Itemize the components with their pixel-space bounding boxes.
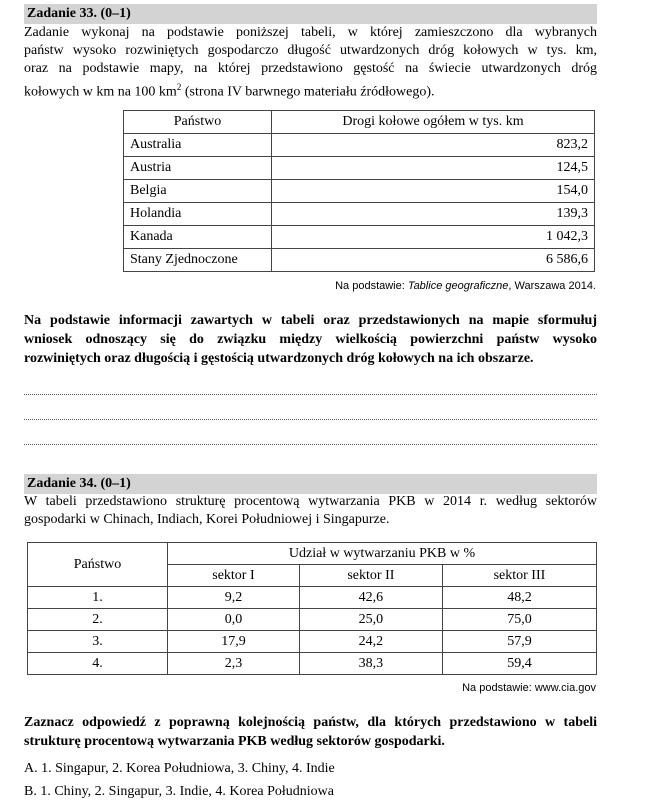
roads-table: [123, 110, 595, 272]
task34-header: Zadanie 34. (0–1): [24, 474, 597, 494]
table-row: [28, 653, 597, 675]
sector-3-cell: 75,0: [442, 609, 596, 631]
col-header-country: Państwo: [28, 543, 168, 587]
country-cell: Australia: [124, 134, 272, 157]
superscript-2: 2: [176, 82, 182, 92]
answer-line[interactable]: [24, 419, 597, 420]
row-number: 1.: [28, 587, 168, 609]
table-row: [124, 203, 595, 226]
table-row: [124, 180, 595, 203]
row-number: 4.: [28, 653, 168, 675]
row-number: 2.: [28, 609, 168, 631]
country-cell: Belgia: [124, 180, 272, 203]
table-row: [28, 631, 597, 653]
task33-question-line-2: wniosek odnoszący się do związku między wielkością powierzchni państw wysoko: [24, 332, 597, 347]
sector-3-cell: 48,2: [442, 587, 596, 609]
task33-intro-text: kołowych w km na 100 km: [24, 84, 177, 100]
task33-question-line-3: rozwiniętych oraz długością i gęstością utwardzonych dróg kołowych na ich obszarze.: [24, 351, 534, 366]
task34-intro-line-1: W tabeli przedstawiono strukturę procentową wytwarzania PKB w 2014 r. według sektorów: [24, 494, 597, 509]
task33-intro-line-4: [24, 78, 597, 102]
sector-2-cell: 42,6: [299, 587, 442, 609]
table-row: [28, 609, 597, 631]
task33-intro-line-2: państw wysoko rozwiniętych gospodarczo długość utwardzonych dróg kołowych w tys. km,: [24, 43, 597, 58]
table-row: [28, 587, 597, 609]
gdp-table: [27, 542, 597, 675]
sector-3-cell: 57,9: [442, 631, 596, 653]
task33-intro-line-3: oraz na podstawie mapy, na której przedstawiono gęstość na świecie utwardzonych dróg: [24, 61, 597, 76]
task33-header: Zadanie 33. (0–1): [24, 4, 597, 24]
country-cell: Austria: [124, 157, 272, 180]
table-row: [124, 249, 595, 272]
task34-source: Na podstawie: www.cia.gov: [462, 682, 596, 694]
sector-2-cell: 24,2: [299, 631, 442, 653]
answer-option-a[interactable]: A. 1. Singapur, 2. Korea Południowa, 3. Chiny, 4. Indie: [24, 761, 335, 776]
task33-intro-text-end: (strona IV barwnego materiału źródłowego).: [181, 84, 435, 100]
source-prefix: Na podstawie:: [335, 280, 408, 292]
value-cell: 6 586,6: [272, 249, 595, 272]
answer-option-b[interactable]: B. 1. Chiny, 2. Singapur, 3. Indie, 4. Korea Południowa: [24, 784, 335, 799]
group-header-gdp-share: Udział w wytwarzaniu PKB w %: [168, 543, 597, 565]
col-header-sector-3: sektor III: [442, 565, 596, 587]
sector-1-cell: 2,3: [168, 653, 300, 675]
col-header-sector-2: sektor II: [299, 565, 442, 587]
task34-question-line-1: Zaznacz odpowiedź z poprawną kolejnością państw, dla których przedstawiono w tabeli: [24, 715, 597, 730]
gdp-table-header-row: [28, 543, 597, 565]
source-suffix: , Warszawa 2014.: [508, 280, 596, 292]
value-cell: 823,2: [272, 134, 595, 157]
country-cell: Kanada: [124, 226, 272, 249]
task33-source: [335, 280, 596, 292]
value-cell: 124,5: [272, 157, 595, 180]
table-row: [124, 134, 595, 157]
task34-intro-line-2: gospodarki w Chinach, Indiach, Korei Południowej i Singapurze.: [24, 512, 390, 527]
table-row: [124, 226, 595, 249]
sector-1-cell: 9,2: [168, 587, 300, 609]
row-number: 3.: [28, 631, 168, 653]
col-header-roads: Drogi kołowe ogółem w tys. km: [272, 111, 595, 134]
roads-table-header-row: [124, 111, 595, 134]
sector-2-cell: 25,0: [299, 609, 442, 631]
task34-question-line-2: strukturę procentową wytwarzania PKB według sektorów gospodarki.: [24, 734, 445, 749]
value-cell: 154,0: [272, 180, 595, 203]
value-cell: 139,3: [272, 203, 595, 226]
source-title: Tablice geograficzne: [407, 280, 509, 292]
task33-question-line-1: Na podstawie informacji zawartych w tabeli oraz przedstawionych na mapie sformułuj: [24, 313, 597, 328]
table-row: [124, 157, 595, 180]
sector-2-cell: 38,3: [299, 653, 442, 675]
answer-line[interactable]: [24, 444, 597, 445]
sector-1-cell: 17,9: [168, 631, 300, 653]
country-cell: Stany Zjednoczone: [124, 249, 272, 272]
col-header-sector-1: sektor I: [168, 565, 300, 587]
sector-3-cell: 59,4: [442, 653, 596, 675]
col-header-country: Państwo: [124, 111, 272, 134]
sector-1-cell: 0,0: [168, 609, 300, 631]
value-cell: 1 042,3: [272, 226, 595, 249]
answer-line[interactable]: [24, 394, 597, 395]
country-cell: Holandia: [124, 203, 272, 226]
task33-intro-line-1: Zadanie wykonaj na podstawie poniższej tabeli, w której zamieszczono dla wybranych: [24, 25, 597, 40]
